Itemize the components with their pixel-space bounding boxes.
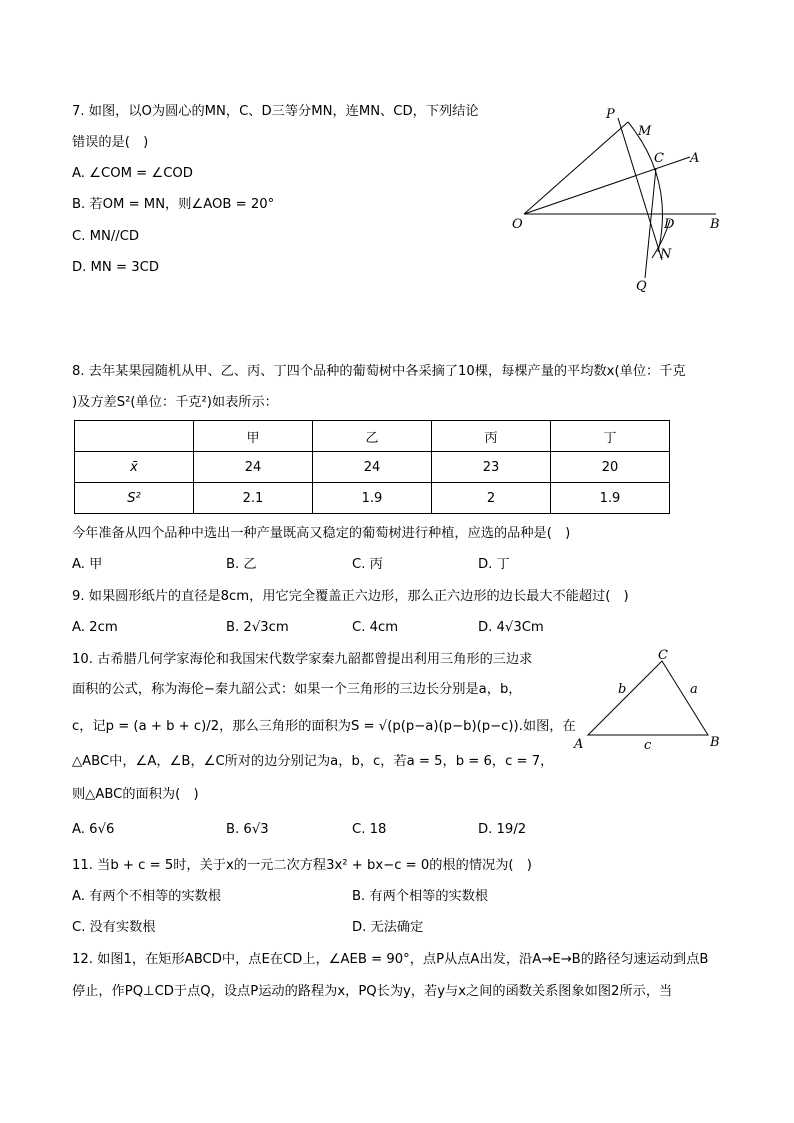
q12-line2: 停止，作PQ⊥CD于点Q，设点P运动的路程为x，PQ长为y，若y与x之间的函数关系图象如图2所示，当 (72, 984, 673, 999)
q8-header-bing: 丙 (432, 421, 551, 452)
q10-option-d: D. 19/2 (478, 822, 527, 837)
q8-header-jia: 甲 (194, 421, 313, 452)
q8-option-b: B. 乙 (226, 557, 257, 572)
q10-line3: c，记p = (a + b + c)/2，那么三角形的面积为S = √(p(p−a)(p−b)(p−c)).如图，在 (72, 719, 576, 734)
q8-header-yi: 乙 (313, 421, 432, 452)
q8-header-blank (75, 421, 194, 452)
q10-option-a: A. 6√6 (72, 822, 115, 837)
label-n: N (660, 247, 672, 262)
q9-option-d: D. 4√3Cm (478, 620, 544, 635)
label-o: O (512, 217, 523, 232)
q8-table (74, 420, 670, 514)
q11-option-d: D. 无法确定 (352, 920, 424, 935)
label-m: M (638, 124, 652, 139)
table-row (75, 483, 670, 514)
triangle-abc (588, 661, 708, 735)
arc-mn (628, 122, 663, 252)
q12-line1: 12. 如图1，在矩形ABCD中，点E在CD上，∠AEB = 90°，点P从点A出发，沿A→E→B的路径匀速运动到点B (72, 952, 709, 967)
q8-mean-jia: 24 (194, 452, 313, 483)
q8-header-ding: 丁 (551, 421, 670, 452)
q7-option-a: A. ∠COM = ∠COD (72, 166, 193, 181)
q8-mean-ding: 20 (551, 452, 670, 483)
q8-mean-bing: 23 (432, 452, 551, 483)
q8-var-yi: 1.9 (313, 483, 432, 514)
q11-option-b: B. 有两个相等的实数根 (352, 889, 489, 904)
label-d: D (664, 217, 675, 232)
label-b: B (710, 217, 720, 232)
q8-var-bing: 2 (432, 483, 551, 514)
q10-line1: 10. 古希腊几何学家海伦和我国宋代数学家秦九韶都曾提出利用三角形的三边求 (72, 652, 533, 667)
label-c: C (654, 151, 664, 166)
q11-option-a: A. 有两个不相等的实数根 (72, 889, 222, 904)
q8-row-variance-label: S² (75, 483, 194, 514)
q8-mean-yi: 24 (313, 452, 432, 483)
label-vertex-b: B (710, 735, 720, 750)
q8-option-c: C. 丙 (352, 557, 383, 572)
label-side-c: c (644, 738, 652, 753)
label-side-b: b (618, 682, 627, 697)
q8-line2: )及方差S²(单位：千克²)如表所示： (72, 395, 278, 410)
q7-option-b: B. 若OM = MN，则∠AOB = 20° (72, 197, 275, 212)
q7-option-c: C. MN//CD (72, 229, 140, 244)
q9-option-a: A. 2cm (72, 620, 118, 635)
label-vertex-a: A (574, 737, 584, 752)
q8-var-jia: 2.1 (194, 483, 313, 514)
q9-option-b: B. 2√3cm (226, 620, 289, 635)
label-q: Q (636, 279, 647, 294)
q8-option-d: D. 丁 (478, 557, 510, 572)
q8-var-ding: 1.9 (551, 483, 670, 514)
q11-line1: 11. 当b + c = 5时，关于x的一元二次方程3x² + bx−c = 0的根的情况为( ) (72, 858, 532, 873)
q10-line2: 面积的公式，称为海伦−秦九韶公式：如果一个三角形的三边长分别是a，b， (72, 682, 522, 697)
q8-question: 今年准备从四个品种中选出一种产量既高又稳定的葡萄树进行种植，应选的品种是( ) (72, 526, 571, 541)
label-p: P (606, 107, 615, 122)
ray-oa (524, 157, 690, 214)
line-om (524, 122, 628, 214)
q10-triangle-figure (570, 645, 730, 755)
q8-option-a: A. 甲 (72, 557, 103, 572)
q8-table-header-row (75, 421, 670, 452)
q9-option-c: C. 4cm (352, 620, 399, 635)
q10-option-c: C. 18 (352, 822, 387, 837)
q8-line1: 8. 去年某果园随机从甲、乙、丙、丁四个品种的葡萄树中各采摘了10棵，每棵产量的平均数x(单位：千克 (72, 364, 686, 379)
q7-line1: 7. 如图，以O为圆心的MN，C、D三等分MN，连MN、CD，下列结论 (72, 104, 479, 119)
q7-option-d: D. MN = 3CD (72, 260, 159, 275)
q10-line5: 则△ABC的面积为( ) (72, 787, 199, 802)
label-a: A (690, 151, 700, 166)
q10-line4: △ABC中，∠A，∠B，∠C所对的边分别记为a，b，c，若a = 5，b = 6，c = 7， (72, 754, 554, 769)
q10-option-b: B. 6√3 (226, 822, 269, 837)
line-cq (645, 168, 656, 278)
q9-line1: 9. 如果圆形纸片的直径是8cm，用它完全覆盖正六边形，那么正六边形的边长最大不能超过( ) (72, 589, 629, 604)
q7-figure (500, 100, 740, 300)
table-row (75, 452, 670, 483)
q7-line2: 错误的是( ) (72, 135, 149, 150)
q11-option-c: C. 没有实数根 (72, 920, 156, 935)
q8-row-mean-label: x̄ (75, 452, 194, 483)
label-side-a: a (690, 682, 698, 697)
label-vertex-c: C (658, 648, 668, 663)
